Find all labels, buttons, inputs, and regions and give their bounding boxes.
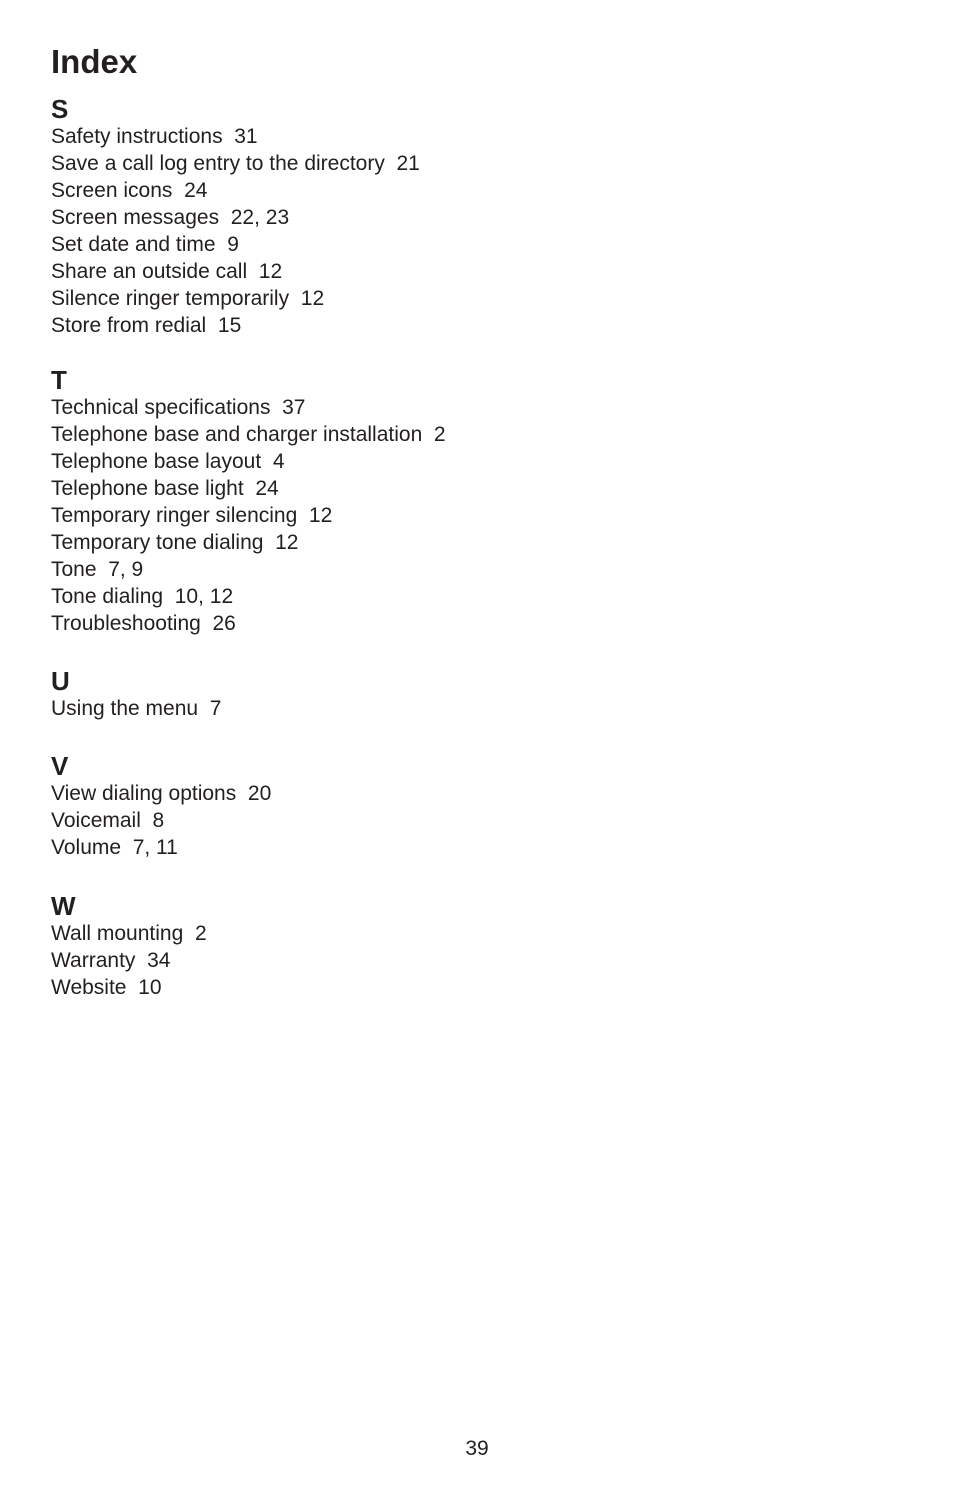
index-entry: Screen messages 22, 23 [51,206,290,229]
index-entry: Safety instructions 31 [51,125,258,148]
index-section-u [51,667,221,722]
index-entry: Set date and time 9 [51,233,239,256]
index-entry: Silence ringer temporarily 12 [51,287,325,310]
index-entry: Temporary tone dialing 12 [51,531,299,554]
index-entry: View dialing options 20 [51,782,272,805]
index-entry: Save a call log entry to the directory 21 [51,152,420,175]
index-section-t [51,366,446,637]
index-section-s [51,95,420,339]
index-entry: Technical specifications 37 [51,396,306,419]
index-entry: Volume 7, 11 [51,836,178,859]
index-entry: Voicemail 8 [51,809,165,832]
section-letter: S [51,94,69,124]
section-letter: U [51,666,70,696]
index-entry: Share an outside call 12 [51,260,283,283]
index-entry: Screen icons 24 [51,179,208,202]
index-entry: Warranty 34 [51,949,171,972]
index-section-w [51,892,207,1001]
section-letter: T [51,365,67,395]
index-entry: Using the menu 7 [51,697,222,720]
index-entry: Telephone base and charger installation 2 [51,423,446,446]
index-entry: Tone 7, 9 [51,558,144,581]
index-entry: Temporary ringer silencing 12 [51,504,333,527]
index-entry: Store from redial 15 [51,314,242,337]
page-number: 39 [465,1437,489,1460]
index-entry: Wall mounting 2 [51,922,207,945]
index-section-v [51,752,271,861]
index-entry: Telephone base light 24 [51,477,279,500]
index-entry: Telephone base layout 4 [51,450,285,473]
page-title: Index [51,43,138,80]
index-entry: Troubleshooting 26 [51,612,236,635]
index-entry: Tone dialing 10, 12 [51,585,234,608]
section-letter: V [51,751,69,781]
index-entry: Website 10 [51,976,162,999]
section-letter: W [51,891,76,921]
